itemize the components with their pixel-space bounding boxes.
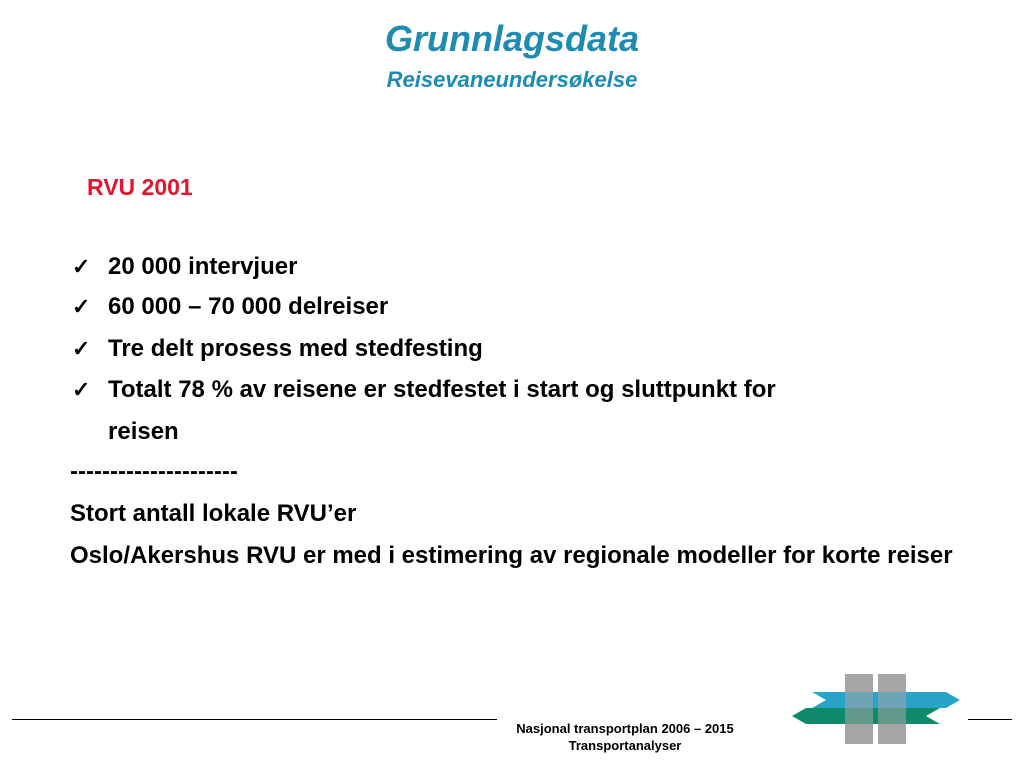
bullet-text: 60 000 – 70 000 delreiser [108, 293, 389, 320]
bullet-text: 20 000 intervjuer [108, 253, 298, 280]
footer-divider-right [968, 719, 1012, 720]
bullet-continuation: reisen [108, 418, 179, 445]
check-icon: ✓ [72, 336, 91, 361]
check-icon: ✓ [72, 254, 91, 279]
bullet-item [72, 334, 483, 364]
logo-overlay-left [845, 692, 873, 724]
footer [480, 720, 770, 754]
slide-subtitle: Reisevaneundersøkelse [386, 67, 638, 92]
footer-line-1: Nasjonal transportplan 2006 – 2015 [516, 721, 734, 736]
footer-line-2: Transportanalyser [568, 738, 682, 753]
check-icon: ✓ [72, 377, 91, 402]
bullet-item [72, 252, 297, 282]
check-icon: ✓ [72, 294, 91, 319]
bullet-text: Totalt 78 % av reisene er stedfestet i start og sluttpunkt for [108, 376, 776, 403]
bullet-item [72, 292, 388, 322]
separator: --------------------- [70, 458, 238, 485]
note-text: Oslo/Akershus RVU er med i estimering av regionale modeller for korte reiser [70, 542, 953, 569]
bullet-text: Tre delt prosess med stedfesting [108, 335, 483, 362]
bullet-item [72, 375, 776, 405]
section-heading: RVU 2001 [87, 174, 193, 200]
ntp-logo [790, 672, 966, 746]
logo-overlay-right [878, 692, 906, 724]
note-text: Stort antall lokale RVU’er [70, 500, 357, 527]
slide-title: Grunnlagsdata [384, 18, 640, 59]
footer-divider-left [12, 719, 497, 720]
